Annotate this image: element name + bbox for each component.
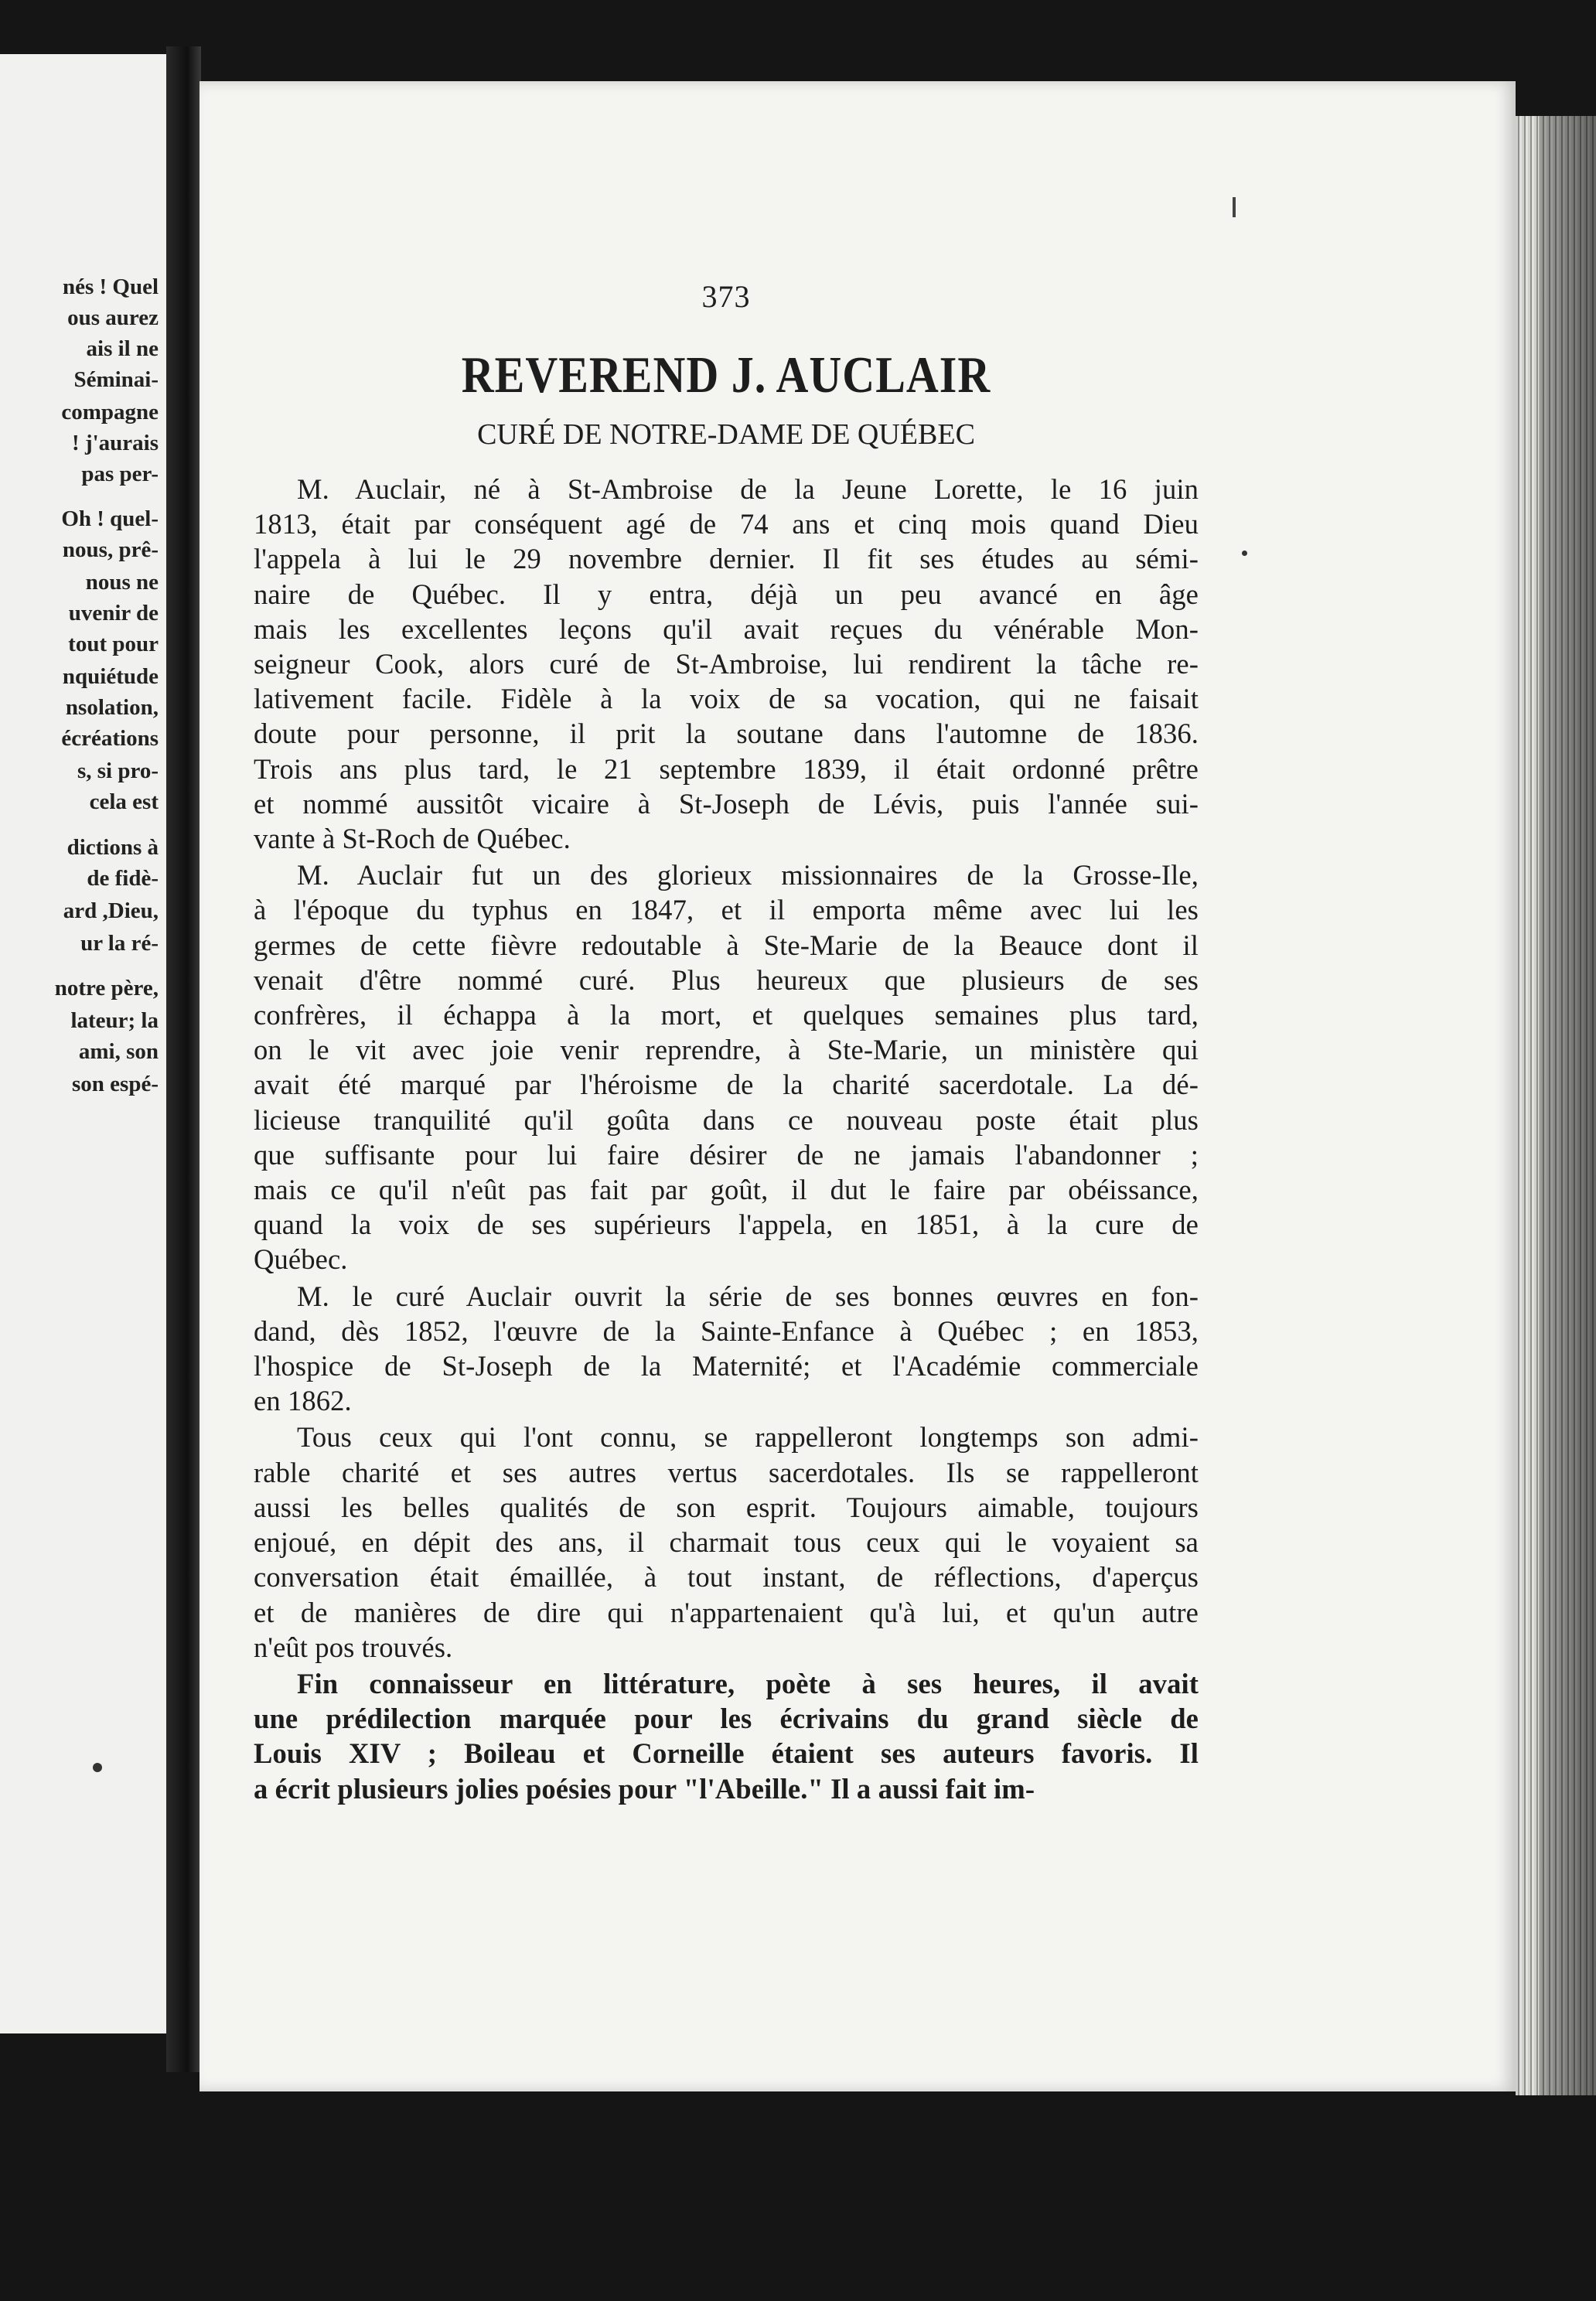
left-page-line-fragment: ! j'aurais bbox=[72, 431, 159, 455]
left-page-line-fragment: ais il ne bbox=[86, 336, 159, 361]
text-line: Louis XIV ; Boileau et Corneille étaient ses auteurs favoris. Il bbox=[254, 1737, 1199, 1770]
left-page-line-fragment: son espé- bbox=[72, 1072, 159, 1096]
left-page-line-fragment: nous ne bbox=[85, 570, 159, 595]
margin-mark bbox=[1233, 197, 1236, 217]
left-page-line-fragment: ard ,Dieu, bbox=[63, 898, 159, 923]
left-facing-page bbox=[0, 54, 171, 2033]
paragraph bbox=[254, 1279, 1199, 1419]
paragraph bbox=[254, 472, 1199, 856]
text-line: M. le curé Auclair ouvrit la série de ses bonnes œuvres en fon- bbox=[297, 1280, 1199, 1312]
text-line: Tous ceux qui l'ont connu, se rappelleront longtemps son admi- bbox=[297, 1421, 1199, 1454]
left-page-line-fragment: nquiétude bbox=[62, 664, 159, 689]
paragraphs bbox=[254, 472, 1199, 1806]
left-page-line-fragment: compagne bbox=[61, 400, 159, 424]
left-page-line-fragment: de fidè- bbox=[87, 866, 159, 891]
left-page-line-fragment: lateur; la bbox=[70, 1008, 159, 1033]
article-title: REVEREND J. AUCLAIR bbox=[461, 346, 991, 404]
text-line: que suffisante pour lui faire désirer de ne jamais l'abandonner ; bbox=[254, 1138, 1199, 1171]
paragraph bbox=[254, 1666, 1199, 1806]
text-line: rable charité et ses autres vertus sacerdotales. Ils se rappelleront bbox=[254, 1456, 1199, 1488]
left-page-line-fragment: Oh ! quel- bbox=[61, 506, 159, 531]
text-line: mais ce qu'il n'eût pas fait par goût, il dut le faire par obéissance, bbox=[254, 1174, 1199, 1206]
left-page-line-fragment: nés ! Quel bbox=[62, 274, 159, 299]
left-page-line-fragment: tout pour bbox=[68, 632, 159, 656]
text-line: avait été marqué par l'héroisme de la charité sacerdotale. La dé- bbox=[254, 1069, 1199, 1101]
text-line: seigneur Cook, alors curé de St-Ambroise, lui rendirent la tâche re- bbox=[254, 648, 1199, 680]
text-line: conversation était émaillée, à tout instant, de réflections, d'aperçus bbox=[254, 1561, 1199, 1594]
page-edge-shadow bbox=[1539, 116, 1596, 2095]
text-line: naire de Québec. Il y entra, déjà un peu avancé en âge bbox=[254, 578, 1199, 610]
text-line: a écrit plusieurs jolies poésies pour "l'Abeille." Il a aussi fait im- bbox=[254, 1772, 1035, 1805]
left-page-line-fragment: dictions à bbox=[66, 835, 159, 860]
text-line: et nommé aussitôt vicaire à St-Joseph de Lévis, puis l'année sui- bbox=[254, 787, 1199, 820]
article-subtitle: CURÉ DE NOTRE-DAME DE QUÉBEC bbox=[477, 418, 975, 451]
left-page-line-fragment: pas per- bbox=[81, 462, 159, 486]
text-line: et de manières de dire qui n'appartenaient qu'à lui, et qu'un autre bbox=[254, 1596, 1199, 1628]
text-line: n'eût pos trouvés. bbox=[254, 1631, 453, 1663]
text-line: M. Auclair, né à St-Ambroise de la Jeune Lorette, le 16 juin bbox=[297, 473, 1199, 505]
left-page-line-fragment: Séminai- bbox=[73, 367, 159, 392]
text-line: licieuse tranquilité qu'il goûta dans ce nouveau poste était plus bbox=[254, 1103, 1199, 1136]
left-page-line-fragment: ous aurez bbox=[67, 305, 159, 330]
left-page-line-fragment: ur la ré- bbox=[80, 931, 159, 956]
paragraph bbox=[254, 857, 1199, 1277]
paragraph bbox=[254, 1420, 1199, 1664]
text-line: enjoué, en dépit des ans, il charmait tous ceux qui le voyaient sa bbox=[254, 1526, 1199, 1559]
text-line: l'hospice de St-Joseph de la Maternité; et l'Académie commerciale bbox=[254, 1350, 1199, 1382]
left-page-line-fragment: nsolation, bbox=[65, 695, 159, 720]
text-line: en 1862. bbox=[254, 1385, 352, 1417]
text-line: aussi les belles qualités de son esprit. Toujours aimable, toujours bbox=[254, 1491, 1199, 1523]
text-line: Québec. bbox=[254, 1243, 348, 1276]
text-line: une prédilection marquée pour les écrivains du grand siècle de bbox=[254, 1703, 1199, 1735]
text-line: confrères, il échappa à la mort, et quelques semaines plus tard, bbox=[254, 999, 1199, 1031]
text-line: M. Auclair fut un des glorieux missionnaires de la Grosse-Ile, bbox=[297, 859, 1199, 891]
left-page-line-fragment: uvenir de bbox=[68, 601, 159, 626]
text-line: dand, dès 1852, l'œuvre de la Sainte-Enfance à Québec ; en 1853, bbox=[254, 1314, 1199, 1347]
book-gutter bbox=[166, 46, 201, 2072]
text-line: à l'époque du typhus en 1847, et il emporta même avec lui les bbox=[254, 894, 1199, 926]
text-line: mais les excellentes leçons qu'il avait reçues du vénérable Mon- bbox=[254, 612, 1199, 645]
text-line: doute pour personne, il prit la soutane dans l'automne de 1836. bbox=[254, 718, 1199, 750]
text-line: venait d'être nommé curé. Plus heureux que plusieurs de ses bbox=[254, 963, 1199, 996]
ink-speck bbox=[93, 1763, 102, 1772]
text-line: quand la voix de ses supérieurs l'appela, en 1851, à la cure de bbox=[254, 1208, 1199, 1241]
left-page-line-fragment: cela est bbox=[89, 789, 159, 814]
left-page-line-fragment: nous, prê- bbox=[62, 537, 159, 562]
left-page-line-fragment: s, si pro- bbox=[77, 758, 159, 783]
article-body bbox=[254, 278, 1199, 1808]
text-line: germes de cette fièvre redoutable à Ste-Marie de la Beauce dont il bbox=[254, 929, 1199, 961]
text-line: vante à St-Roch de Québec. bbox=[254, 823, 571, 855]
margin-speck bbox=[1242, 551, 1247, 556]
left-page-line-fragment: écréations bbox=[61, 726, 159, 751]
text-line: Fin connaisseur en littérature, poète à ses heures, il avait bbox=[297, 1667, 1199, 1699]
text-line: on le vit avec joie venir reprendre, à Ste-Marie, un ministère qui bbox=[254, 1034, 1199, 1066]
text-line: l'appela à lui le 29 novembre dernier. Il fit ses études au sémi- bbox=[254, 543, 1199, 575]
left-page-line-fragment: ami, son bbox=[78, 1039, 159, 1064]
text-line: 1813, était par conséquent agé de 74 ans et cinq mois quand Dieu bbox=[254, 508, 1199, 540]
left-page-line-fragment: notre père, bbox=[54, 976, 159, 1001]
text-line: lativement facile. Fidèle à la voix de sa vocation, qui ne faisait bbox=[254, 683, 1199, 715]
page-number: 373 bbox=[701, 279, 751, 314]
text-line: Trois ans plus tard, le 21 septembre 1839, il était ordonné prêtre bbox=[254, 752, 1199, 785]
